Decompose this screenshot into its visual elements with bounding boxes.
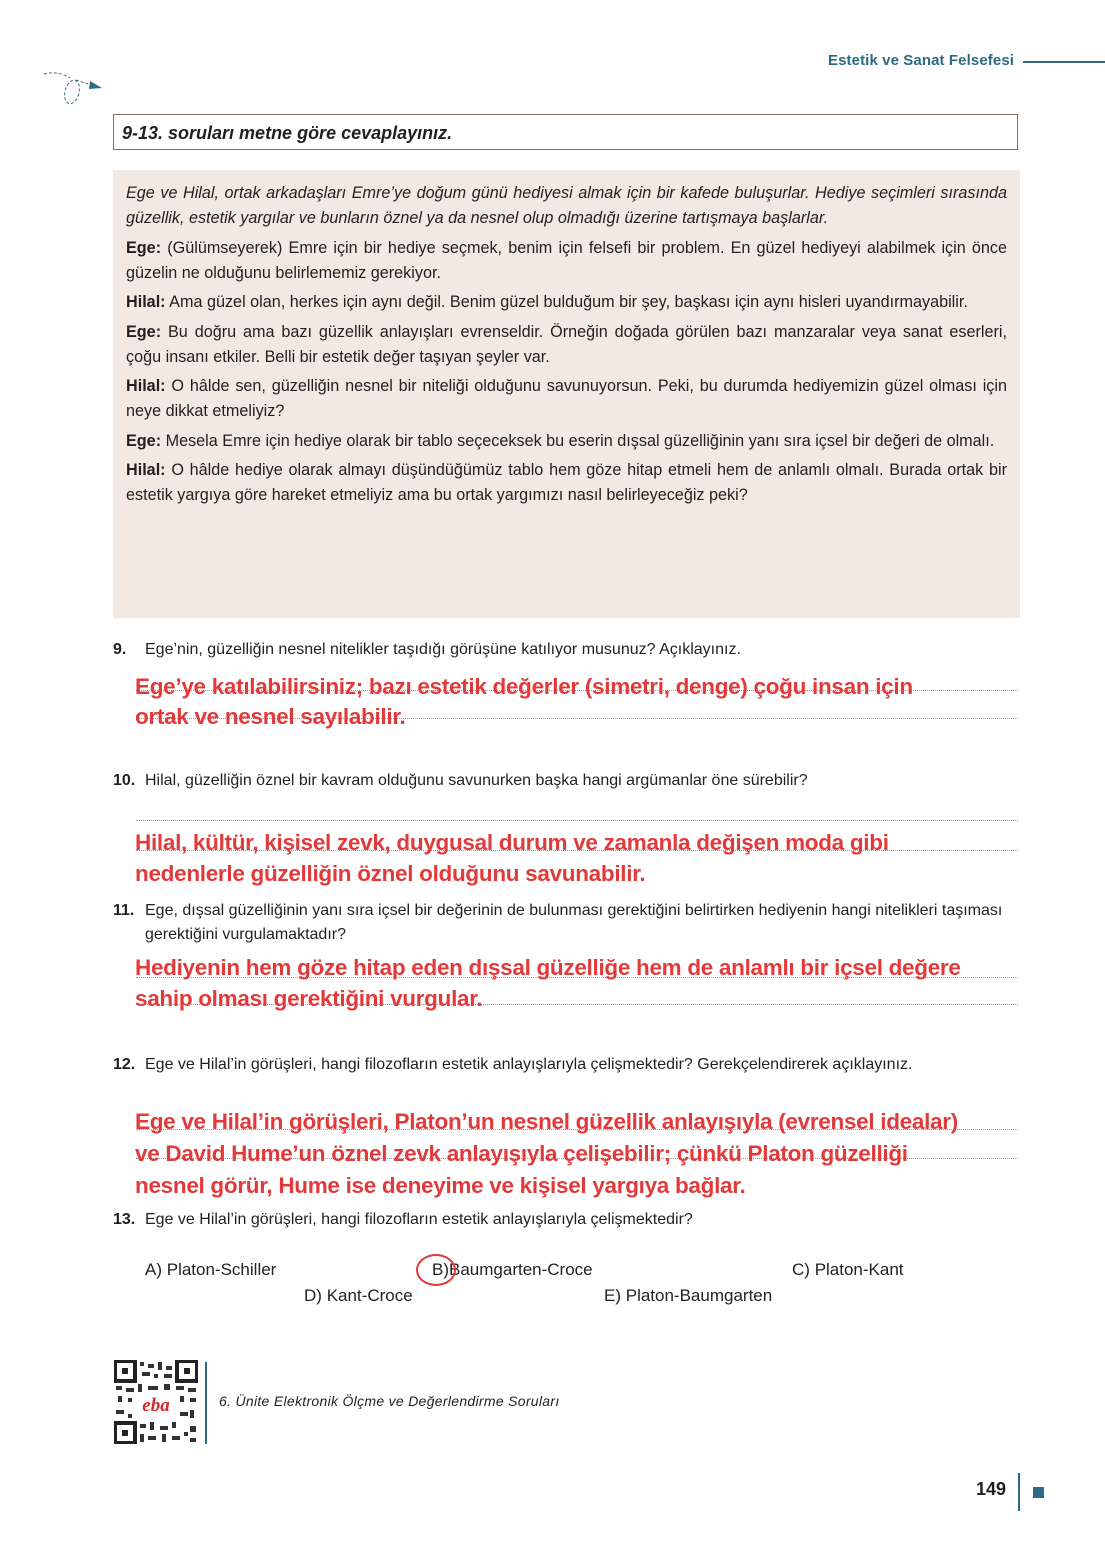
speaker-label: Ege: bbox=[126, 431, 162, 450]
question-13 bbox=[113, 1208, 1033, 1232]
question-12 bbox=[113, 1053, 1033, 1077]
option-b[interactable] bbox=[432, 1260, 593, 1280]
section-title: Estetik ve Sanat Felsefesi bbox=[828, 52, 1015, 69]
option-letter: C) bbox=[792, 1260, 810, 1279]
question-number: 9. bbox=[113, 641, 127, 658]
header-rule bbox=[1023, 61, 1105, 63]
answer-text: nesnel görür, Hume ise deneyime ve kişisel yargıya bağlar. bbox=[135, 1173, 746, 1198]
qr-label: 6. Ünite Elektronik Ölçme ve Değerlendirme Soruları bbox=[219, 1393, 560, 1409]
dialogue-line bbox=[126, 320, 1007, 370]
dialogue-text: O hâlde sen, güzelliğin nesnel bir niteliği olduğunu savunuyorsun. Peki, bu durumda hediyemizin güzel olması için neye dikkat etmeliyiz? bbox=[126, 377, 1007, 420]
option-text: Platon-Kant bbox=[814, 1260, 904, 1279]
dialogue-line bbox=[126, 429, 1007, 454]
dialogue-line bbox=[126, 236, 1007, 286]
option-text: Platon-Baumgarten bbox=[625, 1286, 773, 1305]
answer-text: sahip olması gerektiğini vurgular. bbox=[135, 986, 483, 1011]
question-text: Ege’nin, güzelliğin nesnel nitelikler taşıdığı görüşüne katılıyor musunuz? Açıklayınız. bbox=[145, 641, 741, 658]
instruction-box bbox=[113, 114, 1018, 150]
qr-code-icon[interactable] bbox=[114, 1360, 198, 1444]
dialogue-line bbox=[126, 458, 1007, 508]
option-letter: D) bbox=[304, 1286, 322, 1305]
speaker-label: Ege: bbox=[126, 238, 162, 257]
dialogue-line bbox=[126, 374, 1007, 424]
question-text: Hilal, güzelliğin öznel bir kavram olduğunu savunurken başka hangi argümanlar öne sürebilir? bbox=[145, 772, 808, 789]
question-text: Ege ve Hilal’in görüşleri, hangi filozofların estetik anlayışlarıyla çelişmektedir? bbox=[145, 1211, 693, 1228]
dialogue-text: O hâlde hediye olarak almayı düşündüğümüz tablo hem göze hitap etmeli hem de anlamlı olmalı. Burada ortak bir estetik yargıya göre hareket etmeliyiz ama bu ortak yargımızı nasıl belirleyeceğiz peki? bbox=[126, 461, 1007, 504]
dialogue-line bbox=[126, 290, 1007, 315]
option-d[interactable] bbox=[304, 1286, 413, 1306]
page-number: 149 bbox=[976, 1479, 1007, 1499]
dashed-arrow-icon bbox=[40, 68, 110, 108]
answer-line bbox=[136, 820, 1018, 821]
footer-divider bbox=[205, 1362, 207, 1444]
option-text: Platon-Schiller bbox=[166, 1260, 277, 1279]
question-text: Ege ve Hilal’in görüşleri, hangi filozofların estetik anlayışlarıyla çelişmektedir? Gerekçelendirerek açıklayınız. bbox=[145, 1056, 913, 1073]
speaker-label: Hilal: bbox=[126, 293, 166, 311]
option-letter: A) bbox=[145, 1260, 162, 1279]
dialogue-text: Bu doğru ama bazı güzellik anlayışları evrenseldir. Örneğin doğada görülen bazı manzaralar veya sanat eserleri, çoğu insanı etkiler. Belli bir estetik değer taşıyan şeyler var. bbox=[126, 322, 1007, 366]
question-number: 13. bbox=[113, 1211, 136, 1228]
question-9 bbox=[113, 638, 1033, 662]
answer-text: ve David Hume’un öznel zevk anlayışıyla çelişebilir; çünkü Platon güzelliği bbox=[135, 1141, 908, 1166]
option-letter: B) bbox=[432, 1260, 449, 1279]
answer-text: Ege ve Hilal’in görüşleri, Platon’un nesnel güzellik anlayışıyla (evrensel idealar) bbox=[135, 1109, 958, 1134]
speaker-label: Hilal: bbox=[126, 461, 166, 479]
option-text: Baumgarten-Croce bbox=[449, 1260, 593, 1279]
question-number: 10. bbox=[113, 772, 136, 789]
option-text: Kant-Croce bbox=[326, 1286, 413, 1305]
selected-answer-circle bbox=[416, 1254, 456, 1286]
question-number: 11. bbox=[113, 902, 135, 919]
question-11 bbox=[113, 899, 1033, 943]
passage-intro: Ege ve Hilal, ortak arkadaşları Emre’ye doğum günü hediyesi almak için bir kafede buluşurlar. Hediye seçimleri sırasında güzellik, estetik yargılar ve bunların öznel ya da nesnel olup olmadığı üzerine tartışmaya başlarlar. bbox=[126, 184, 1007, 227]
option-letter: E) bbox=[604, 1286, 621, 1305]
option-c[interactable] bbox=[792, 1260, 904, 1280]
instruction-text: 9-13. soruları metne göre cevaplayınız. bbox=[122, 123, 453, 143]
dialogue-text: Mesela Emre için hediye olarak bir tablo seçeceksek bu eserin dışsal güzelliğinin yanı sıra içsel bir değeri de olmalı. bbox=[161, 431, 995, 450]
dialogue-text: (Gülümseyerek) Emre için bir hediye seçmek, benim için felsefi bir problem. En güzel hediyeyi alabilmek için önce güzelin ne olduğunu belirlememiz gerekiyor. bbox=[126, 238, 1007, 282]
speaker-label: Ege: bbox=[126, 322, 162, 341]
question-number: 12. bbox=[113, 1056, 136, 1073]
answer-text: Hilal, kültür, kişisel zevk, duygusal durum ve zamanla değişen moda gibi bbox=[135, 830, 889, 855]
answer-text: ortak ve nesnel sayılabilir. bbox=[135, 704, 406, 729]
option-e[interactable] bbox=[604, 1286, 772, 1306]
reading-passage bbox=[113, 170, 1020, 618]
eba-logo: eba bbox=[142, 1395, 170, 1416]
page-marker-square-icon bbox=[1033, 1487, 1044, 1498]
speaker-label: Hilal: bbox=[126, 377, 166, 395]
page-number-divider bbox=[1018, 1473, 1020, 1511]
question-10 bbox=[113, 769, 1033, 793]
dialogue-text: Ama güzel olan, herkes için aynı değil. Benim güzel bulduğum bir şey, başkası için aynı hisleri uyandırmayabilir. bbox=[165, 293, 968, 311]
answer-text: Ege’ye katılabilirsiniz; bazı estetik değerler (simetri, denge) çoğu insan için bbox=[135, 674, 913, 699]
option-a[interactable] bbox=[145, 1260, 276, 1280]
answer-text: Hediyenin hem göze hitap eden dışsal güzelliğe hem de anlamlı bir içsel değere bbox=[135, 955, 961, 980]
question-text: Ege, dışsal güzelliğinin yanı sıra içsel bir değerinin de bulunması gerektiğini belirtirken hediyenin hangi nitelikleri taşıması gerektiğini vurgulamaktadır? bbox=[145, 902, 1003, 943]
answer-text: nedenlerle güzelliğin öznel olduğunu savunabilir. bbox=[135, 861, 646, 886]
